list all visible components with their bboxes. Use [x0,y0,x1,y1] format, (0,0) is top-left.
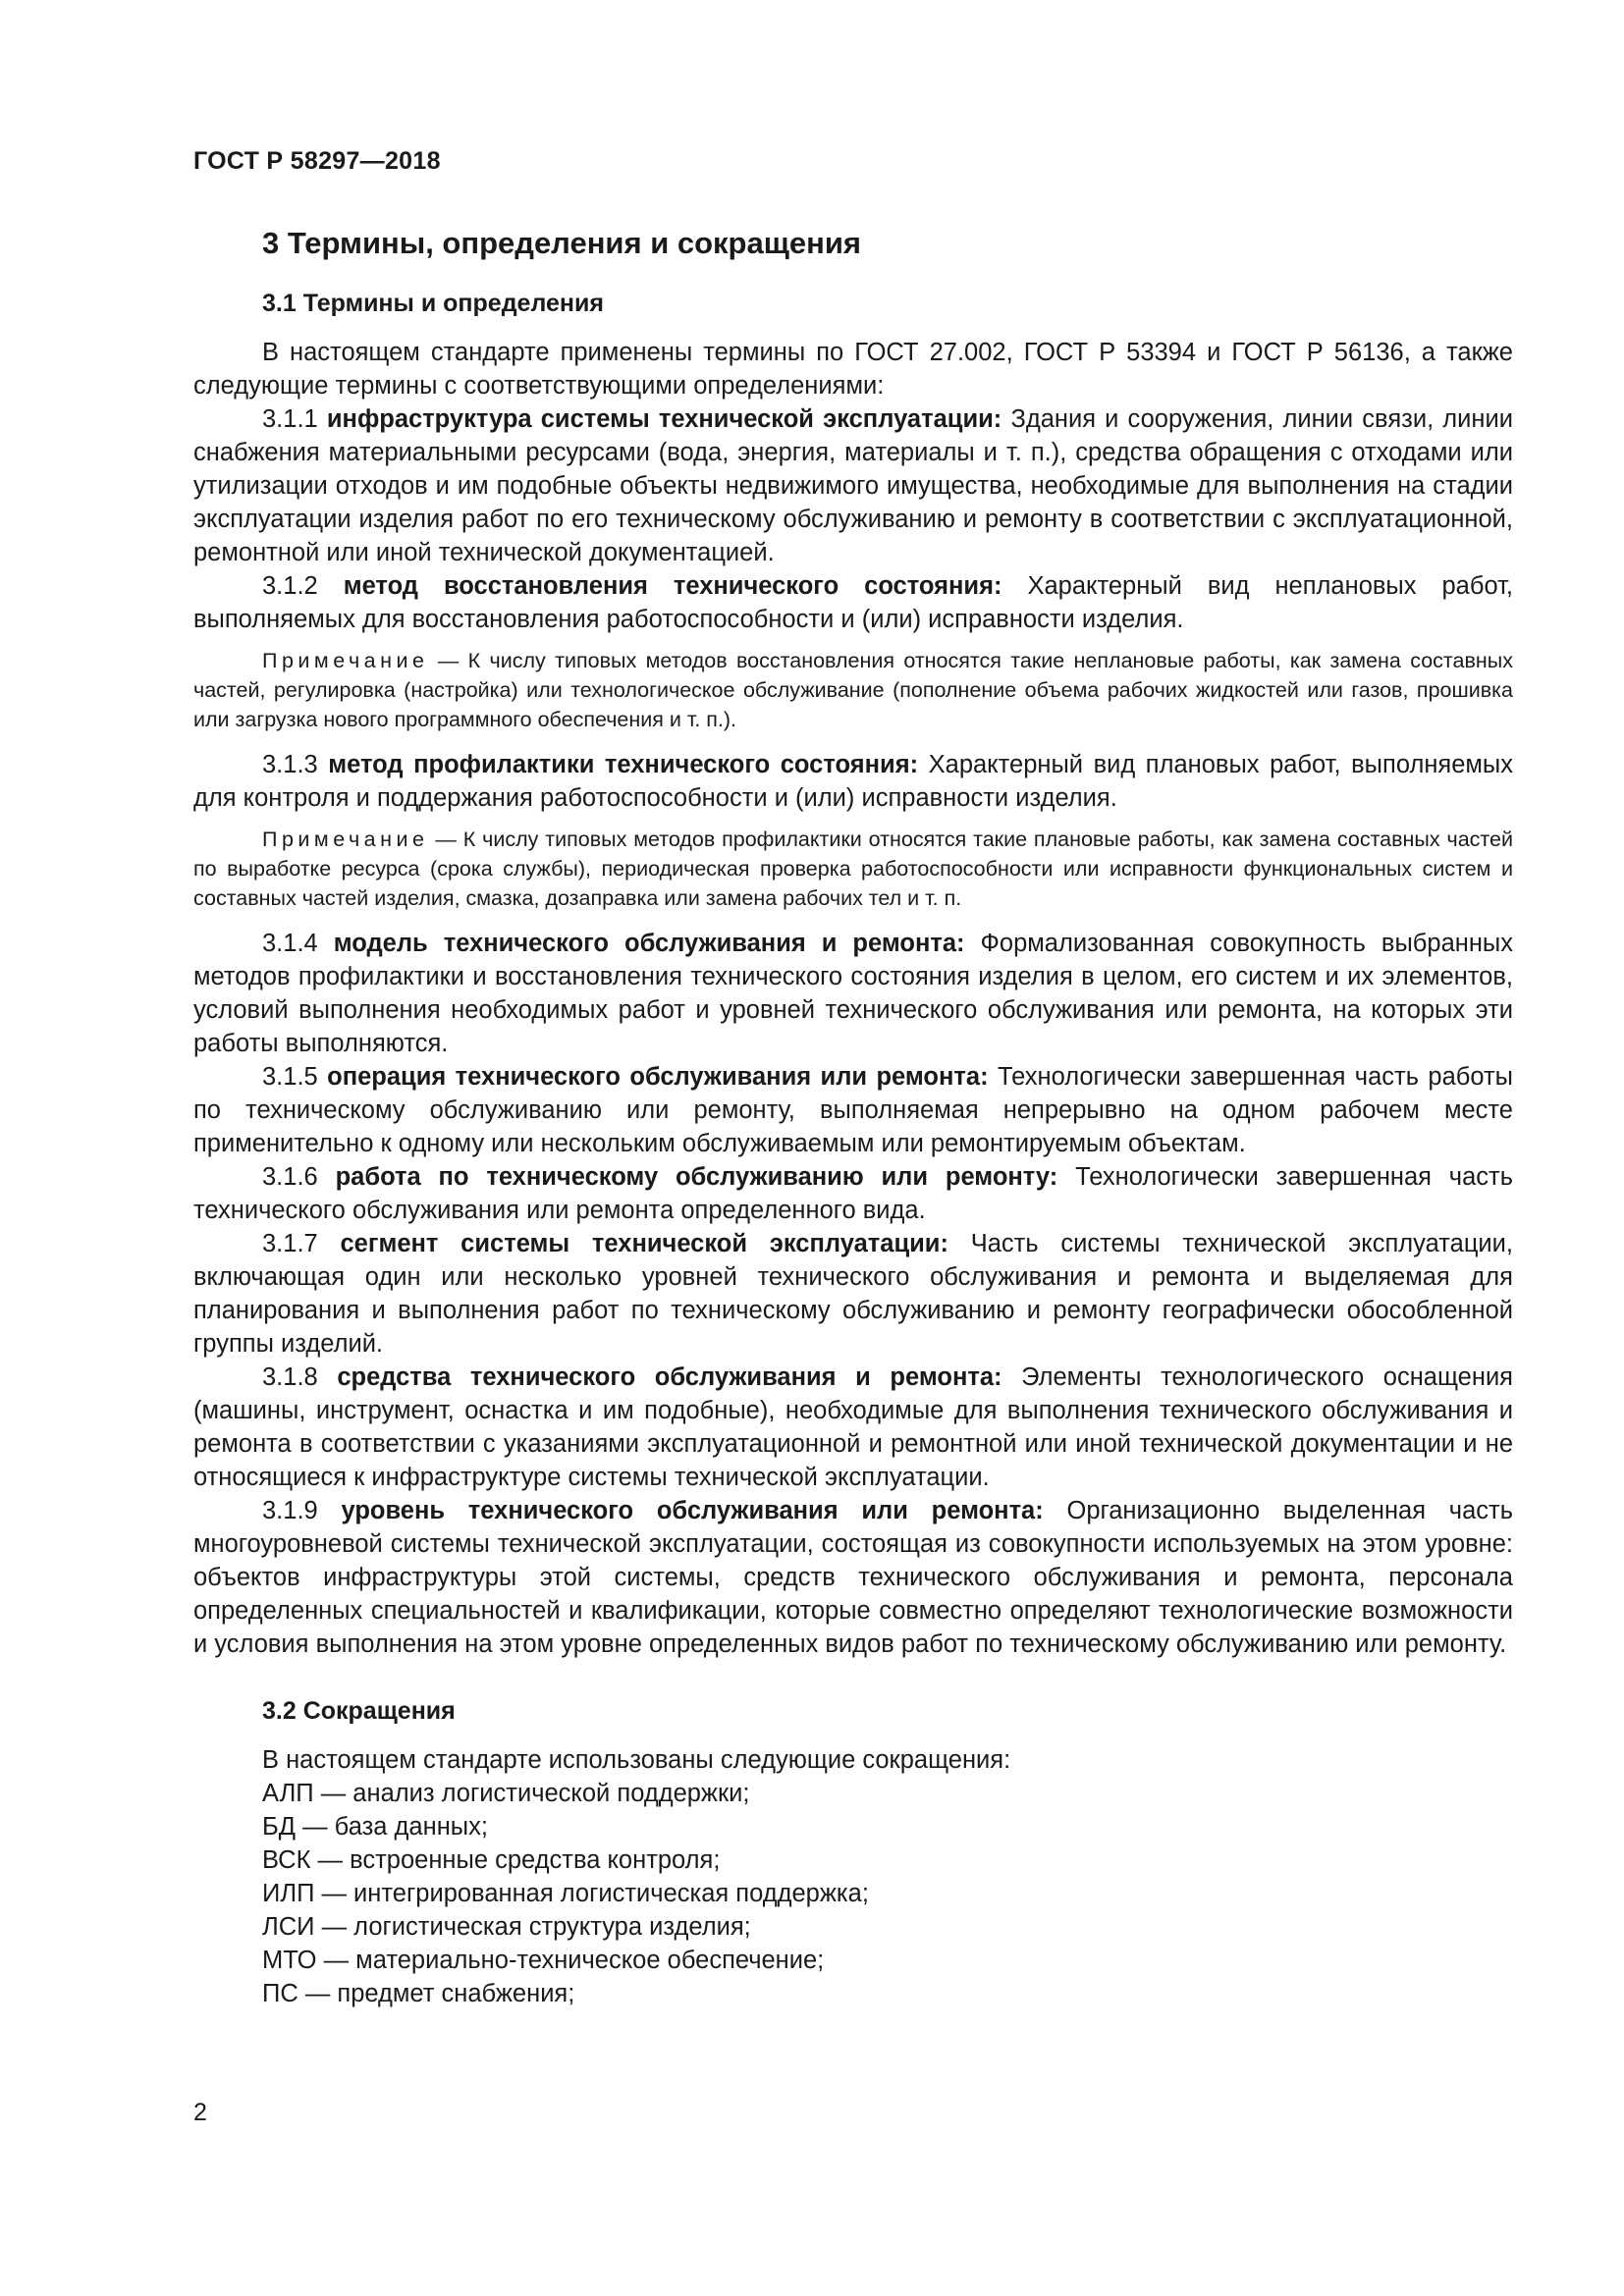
note-label: Примечание [262,828,429,851]
subsection-title-terms: 3.1 Термины и определения [262,290,604,317]
term-name: модель технического обслуживания и ремонта: [333,930,965,957]
note-paragraph [193,825,1513,913]
term-number: 3.1.6 [262,1163,318,1191]
term-number: 3.1.8 [262,1363,318,1391]
term-paragraph [193,1227,1513,1361]
note-label: Примечание [262,649,429,672]
term-definition: Характерный вид плановых работ, выполняемых для контроля и поддержания работоспособности и (или) исправности изделия. [193,751,1513,812]
term-paragraph [193,748,1513,815]
term-paragraph [193,402,1513,569]
abbreviation-item: БД — база данных; [262,1813,488,1841]
term-definition: Технологически завершенная часть технического обслуживания или ремонта определенного вида. [193,1163,1513,1224]
section-title: 3 Термины, определения и сокращения [262,226,861,260]
term-definition: Формализованная совокупность выбранных методов профилактики и восстановления технического состояния изделия в целом, его систем и их элементов, условий выполнения необходимых работ и уровней технического обслуживания или ремонта, на которых эти работы выполняются. [193,930,1513,1057]
abbreviation-item: МТО — материально-техническое обеспечение; [262,1947,825,1974]
term-number: 3.1.9 [262,1497,318,1524]
term-definition: Технологически завершенная часть работы по техническому обслуживанию или ремонту, выполняемая непрерывно на одном рабочем месте применительно к одному или нескольким обслуживаемым или ремонтируемым объектам. [193,1063,1513,1157]
term-name: сегмент системы технической эксплуатации: [340,1230,948,1257]
term-number: 3.1.5 [262,1063,318,1091]
term-definition: Характерный вид неплановых работ, выполняемых для восстановления работоспособности и (или) исправности изделия. [193,572,1514,633]
term-number: 3.1.1 [262,405,318,433]
term-name: работа по техническому обслуживанию или ремонту: [335,1163,1058,1191]
note-text: — К числу типовых методов профилактики относятся такие плановые работы, как замена составных частей по выработке ресурса (срока службы), периодическая проверка работоспособности или исправности функциональных систем и составных частей изделия, смазка, дозаправка или замена рабочих тел и т. п. [193,828,1513,910]
abbreviation-item: АЛП — анализ логистической поддержки; [262,1780,750,1807]
page-number: 2 [193,2099,207,2126]
document-content [193,224,1513,2010]
note-text: — К числу типовых методов восстановления относятся такие неплановые работы, как замена составных частей, регулировка (настройка) или технологическое обслуживание (пополнение объема рабочих жидкостей или газов, прошивка или загрузка нового программного обеспечения и т. п.). [193,649,1513,731]
term-paragraph [193,1160,1513,1227]
abbreviations-list [193,1777,1513,2010]
abbreviation-item: ЛСИ — логистическая структура изделия; [262,1913,751,1941]
term-name: уровень технического обслуживания или ремонта: [341,1497,1044,1524]
term-name: метод профилактики технического состояния: [328,751,919,778]
term-number: 3.1.2 [262,572,318,600]
abbreviation-item: ИЛП — интегрированная логистическая поддержка; [262,1880,869,1907]
term-paragraph [193,1060,1513,1160]
term-paragraph [193,1361,1513,1494]
term-definition: Часть системы технической эксплуатации, включающая один или несколько уровней технического обслуживания и ремонта и выделяемая для планирования и выполнения работ по техническому обслуживанию и ремонту географически обособленной группы изделий. [193,1230,1514,1358]
abbreviations-intro: В настоящем стандарте использованы следующие сокращения: [262,1746,1011,1774]
term-number: 3.1.4 [262,930,318,957]
term-paragraph [193,569,1513,636]
term-paragraph [193,927,1513,1060]
term-definition: Элементы технологического оснащения (машины, инструмент, оснастка и им подобные), необходимые для выполнения технического обслуживания и ремонта в соответствии с указаниями эксплуатационной и ремонтной или иной технической документации и не относящиеся к инфраструктуре системы технической эксплуатации. [193,1363,1513,1491]
term-paragraph [193,1494,1513,1661]
term-name: средства технического обслуживания и ремонта: [337,1363,1002,1391]
terms-intro-paragraph: В настоящем стандарте применены термины по ГОСТ 27.002, ГОСТ Р 53394 и ГОСТ Р 56136, а также следующие термины с соответствующими определениями: [193,339,1513,400]
subsection-title-abbreviations: 3.2 Сокращения [262,1697,456,1725]
term-definition: Здания и сооружения, линии связи, линии снабжения материальными ресурсами (вода, энергия, материалы и т. п.), средства обращения с отходами или утилизации отходов и им подобные объекты недвижимого имущества, необходимые для выполнения на стадии эксплуатации изделия работ по его техническому обслуживанию и ремонту в соответствии с эксплуатационной, ремонтной или иной технической документацией. [193,405,1513,566]
abbreviation-item: ВСК — встроенные средства контроля; [262,1846,721,1874]
note-paragraph [193,646,1513,734]
term-number: 3.1.7 [262,1230,318,1257]
document-header-id: ГОСТ Р 58297—2018 [193,147,441,175]
term-name: инфраструктура системы технической эксплуатации: [326,405,1002,433]
term-definition: Организационно выделенная часть многоуровневой системы технической эксплуатации, состоящая из совокупности используемых на этом уровне: объектов инфраструктуры этой системы, средств технического обслуживания и ремонта, персонала определенных специальностей и квалификации, которые совместно определяют технологические возможности и условия выполнения на этом уровне определенных видов работ по техническому обслуживанию или ремонту. [193,1497,1513,1658]
term-number: 3.1.3 [262,751,318,778]
term-name: метод восстановления технического состояния: [343,572,1002,600]
abbreviation-item: ПС — предмет снабжения; [262,1980,575,2007]
term-name: операция технического обслуживания или ремонта: [327,1063,989,1091]
